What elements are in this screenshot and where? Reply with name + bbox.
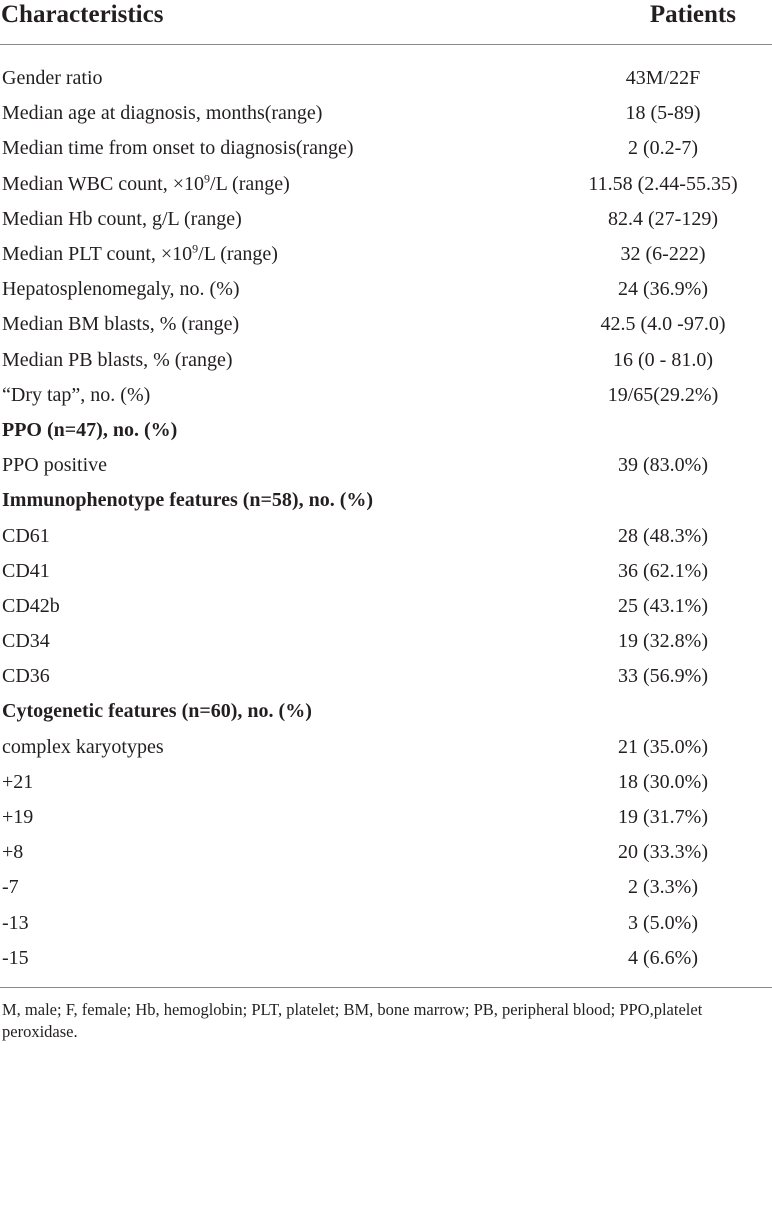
row-value: 32 (6-222) — [620, 243, 706, 266]
table-row — [0, 554, 772, 589]
table-row — [0, 589, 772, 624]
row-value: 21 (35.0%) — [618, 735, 708, 758]
row-value: 39 (83.0%) — [618, 454, 708, 477]
row-label: Median PB blasts, % (range) — [2, 348, 233, 371]
table-row — [0, 906, 772, 941]
table-row — [0, 96, 772, 131]
row-value: 42.5 (4.0 -97.0) — [600, 313, 726, 336]
table-row — [0, 307, 772, 342]
row-value: 11.58 (2.44-55.35) — [588, 172, 738, 195]
row-label: Median BM blasts, % (range) — [2, 313, 240, 336]
table-body — [0, 45, 772, 976]
table-row — [0, 378, 772, 413]
row-label-text: /L (range) — [210, 172, 290, 195]
row-label: CD42b — [2, 594, 60, 617]
row-label: +21 — [2, 770, 34, 793]
table-row — [0, 131, 772, 166]
row-label-text: /L (range) — [198, 243, 278, 266]
row-label: Gender ratio — [2, 67, 103, 90]
row-label: -13 — [2, 911, 29, 934]
row-label — [0, 243, 472, 266]
row-value: 3 (5.0%) — [628, 911, 698, 934]
row-label: CD41 — [2, 559, 50, 582]
row-value: 20 (33.3%) — [618, 841, 708, 864]
table-row — [0, 518, 772, 553]
row-label: Median time from onset to diagnosis(range) — [2, 137, 354, 160]
table-row — [0, 448, 772, 483]
row-label-text: Median WBC count, ×10 — [2, 172, 205, 195]
row-label: CD36 — [2, 665, 50, 688]
row-label: complex karyotypes — [2, 735, 164, 758]
row-value: 16 (0 - 81.0) — [613, 348, 713, 371]
table-row — [0, 870, 772, 905]
section-title: PPO (n=47), no. (%) — [2, 418, 178, 441]
row-value: 18 (5-89) — [625, 102, 701, 125]
table-row — [0, 272, 772, 307]
row-label: “Dry tap”, no. (%) — [2, 383, 151, 406]
row-value: 2 (3.3%) — [628, 876, 698, 899]
row-value: 19 (32.8%) — [618, 630, 708, 653]
table-header — [0, 0, 772, 44]
row-label-superscript: 9 — [204, 171, 211, 185]
row-value: 2 (0.2-7) — [628, 137, 698, 160]
row-value: 33 (56.9%) — [618, 665, 708, 688]
section-title: Cytogenetic features (n=60), no. (%) — [2, 700, 312, 723]
row-label: CD34 — [2, 630, 50, 653]
row-label: Median age at diagnosis, months(range) — [2, 102, 323, 125]
table-row — [0, 941, 772, 976]
row-value: 25 (43.1%) — [618, 594, 708, 617]
row-value: 43M/22F — [625, 67, 701, 90]
row-value: 28 (48.3%) — [618, 524, 708, 547]
header-patients: Patients — [649, 1, 736, 28]
table-row — [0, 800, 772, 835]
table-footnote: M, male; F, female; Hb, hemoglobin; PLT, platelet; BM, bone marrow; PB, peripheral blood; PPO,platelet peroxidase. — [2, 999, 703, 1041]
row-label-superscript: 9 — [192, 241, 199, 256]
table-row — [0, 343, 772, 378]
row-value: 19/65(29.2%) — [607, 383, 719, 406]
header-characteristics: Characteristics — [1, 1, 164, 28]
table-row — [0, 835, 772, 870]
row-label: Hepatosplenomegaly, no. (%) — [2, 278, 240, 301]
row-label — [0, 173, 472, 196]
row-value: 18 (30.0%) — [618, 770, 708, 793]
section-header-row — [0, 413, 772, 448]
row-label: -15 — [2, 946, 29, 969]
row-label: Median Hb count, g/L (range) — [2, 207, 242, 230]
row-value: 19 (31.7%) — [618, 806, 708, 829]
table-row — [0, 61, 772, 96]
table-row — [0, 202, 772, 237]
row-label: CD61 — [2, 524, 50, 547]
table-row — [0, 167, 772, 202]
section-title: Immunophenotype features (n=58), no. (%) — [2, 489, 374, 512]
table-row — [0, 659, 772, 694]
table-row — [0, 237, 772, 272]
row-label: +19 — [2, 806, 34, 829]
row-value: 4 (6.6%) — [628, 946, 698, 969]
row-value: 24 (36.9%) — [618, 278, 708, 301]
row-label: -7 — [2, 876, 19, 899]
table-row — [0, 765, 772, 800]
row-value: 36 (62.1%) — [618, 559, 708, 582]
table-row — [0, 730, 772, 765]
row-label-text: Median PLT count, ×10 — [2, 243, 193, 266]
section-header-row — [0, 483, 772, 518]
row-value: 82.4 (27-129) — [608, 207, 718, 230]
table-row — [0, 624, 772, 659]
row-label: +8 — [2, 841, 24, 864]
section-header-row — [0, 694, 772, 729]
row-label: PPO positive — [2, 454, 108, 477]
